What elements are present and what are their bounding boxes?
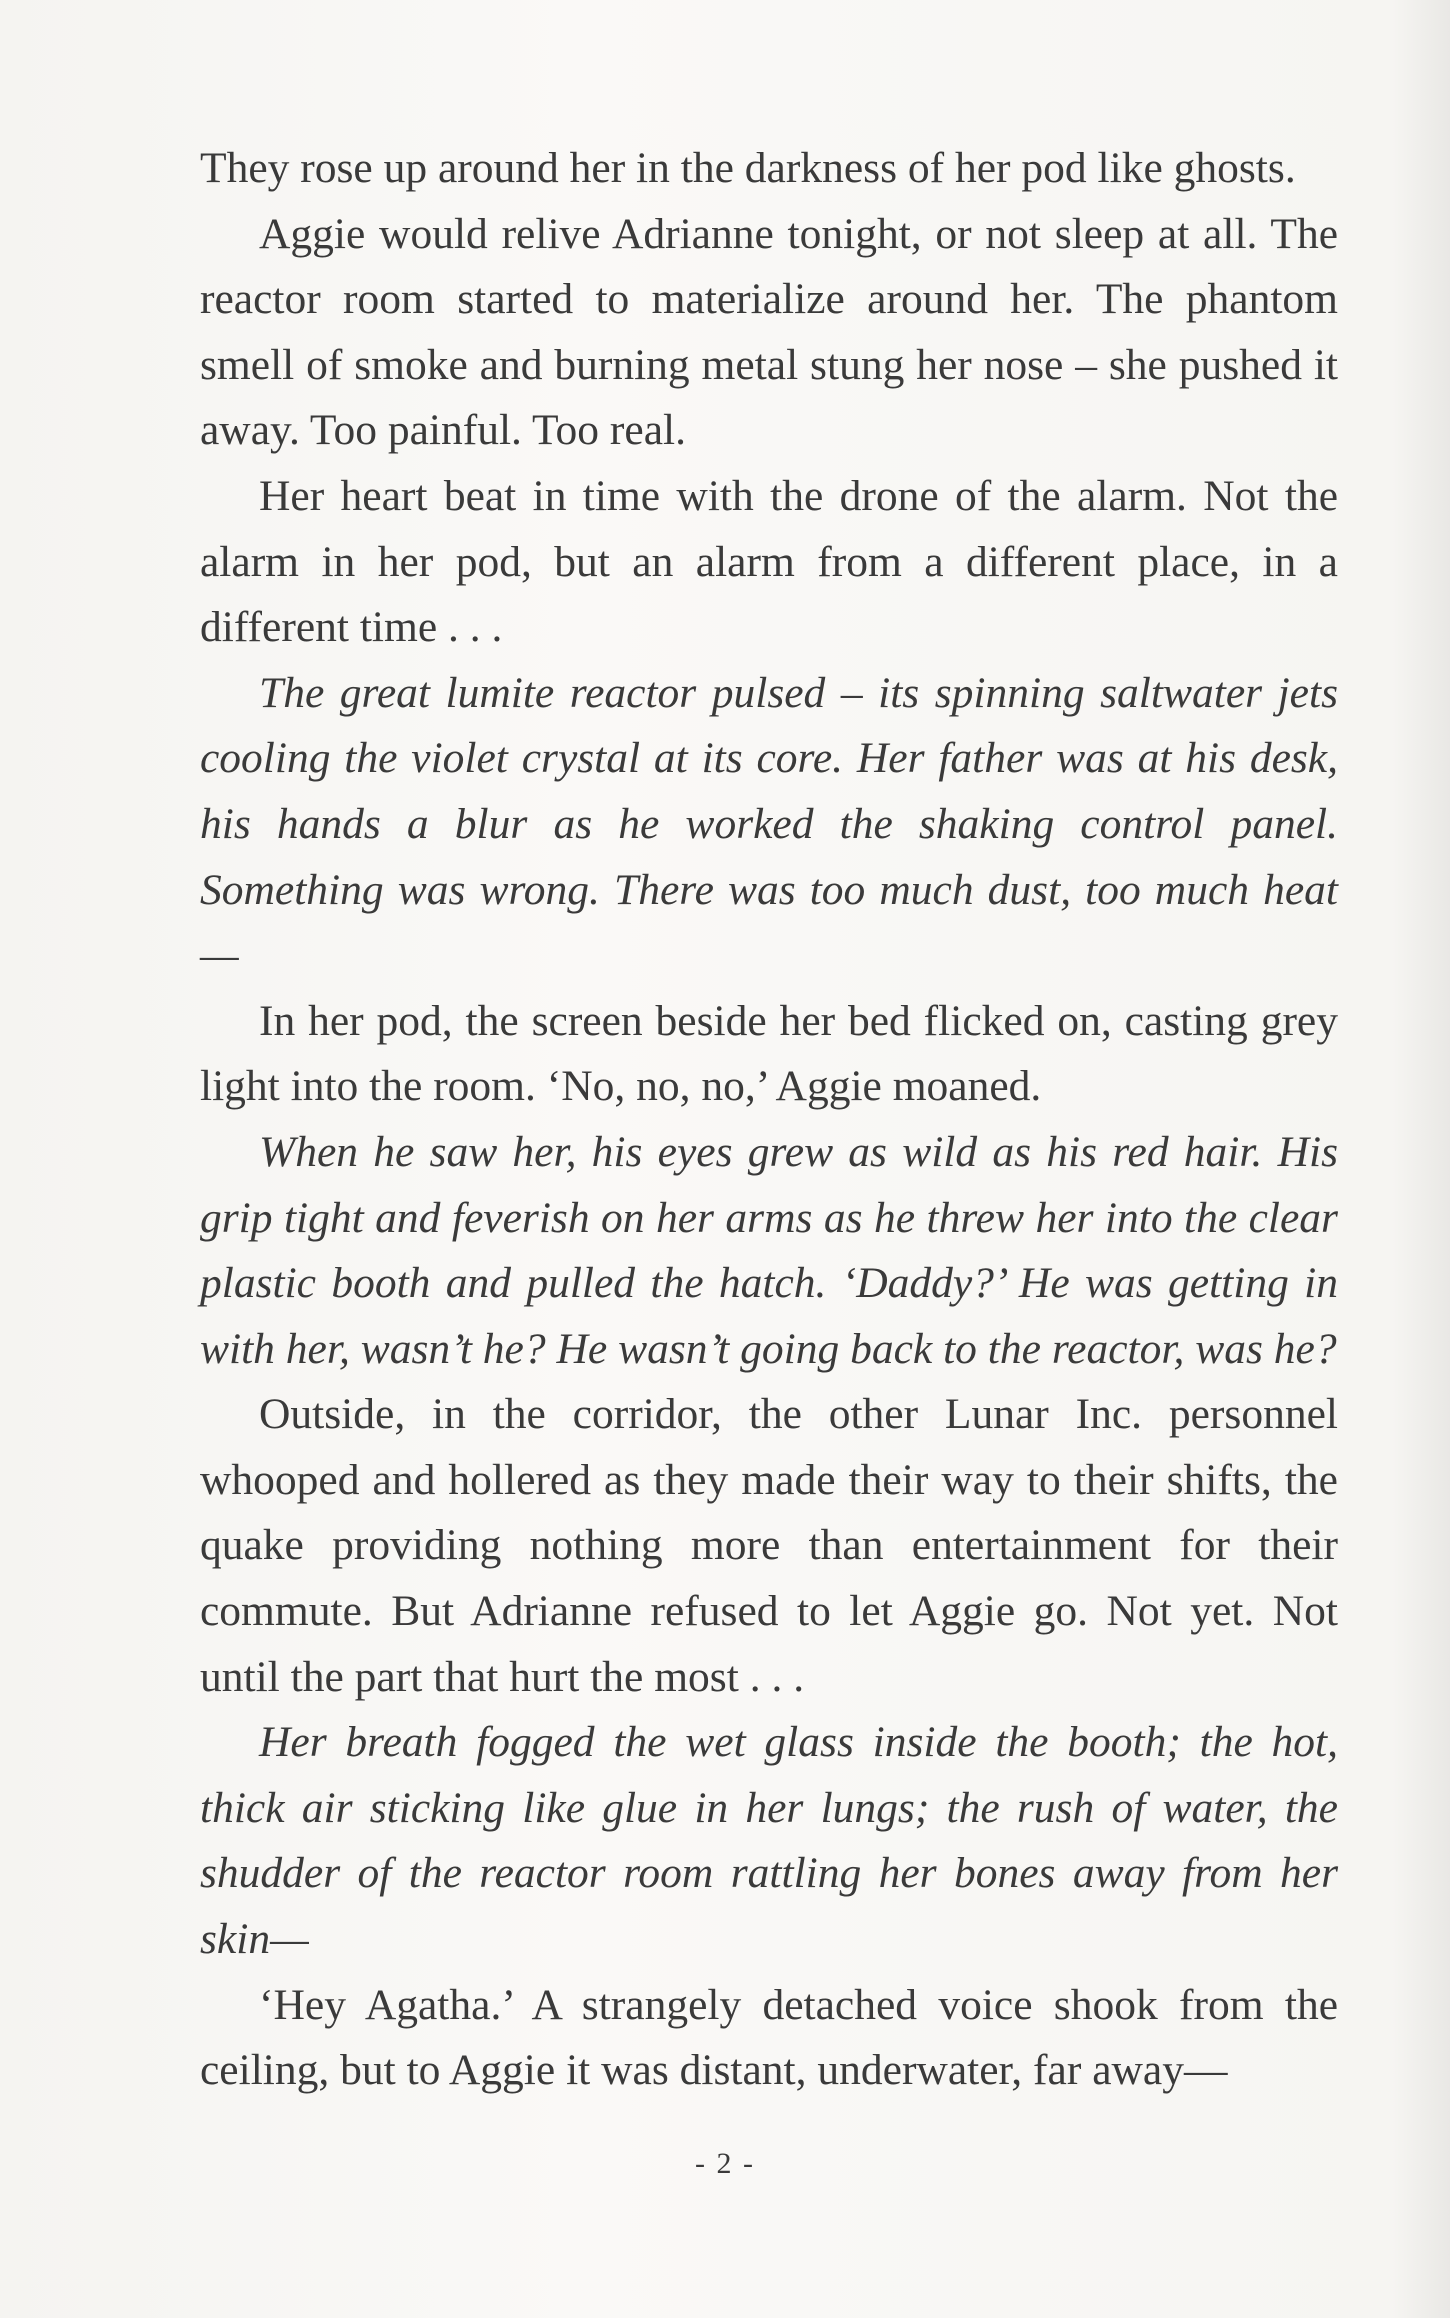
paragraph-5: In her pod, the screen beside her bed flicked on, casting grey light into the room. ‘No, no, no,’ Aggie moaned.	[200, 996, 1338, 1111]
paragraph-2: Aggie would relive Adrianne tonight, or not sleep at all. The reactor room started to materialize around her. The phantom smell of smoke and burning metal stung her nose – she pushed it away. Too painful. Too real.	[200, 209, 1338, 455]
body-text	[200, 136, 1338, 2104]
paragraph-9: ‘Hey Agatha.’ A strangely detached voice shook from the ceiling, but to Aggie it was distant, underwater, far away—	[200, 1980, 1338, 2095]
paragraph-3: Her heart beat in time with the drone of the alarm. Not the alarm in her pod, but an alarm from a different place, in a different time . . .	[200, 471, 1338, 652]
paragraph-7: Outside, in the corridor, the other Lunar Inc. personnel whooped and hollered as they made their way to their shifts, the quake providing nothing more than entertainment for their commute. But Adrianne refused to let Aggie go. Not yet. Not until the part that hurt the most . . .	[200, 1390, 1338, 1701]
paragraph-8-italic: Her breath fogged the wet glass inside the booth; the hot, thick air sticking like glue in her lungs; the rush of water, the shudder of the reactor room rattling her bones away from her skin—	[200, 1718, 1338, 1964]
paragraph-4-italic: The great lumite reactor pulsed – its spinning saltwater jets cooling the violet crystal at its core. Her father was at his desk, his hands a blur as he worked the shaking control panel. Something was wrong. There was too much dust, too much heat—	[200, 668, 1338, 980]
paragraph-1: They rose up around her in the darkness of her pod like ghosts.	[200, 144, 1296, 192]
page-number: - 2 -	[695, 2147, 755, 2180]
paragraph-6-italic: When he saw her, his eyes grew as wild as his red hair. His grip tight and feverish on her arms as he threw her into the clear plastic booth and pulled the hatch. ‘Daddy?’ He was getting in with her, wasn’t he? He wasn’t going back to the reactor, was he?	[200, 1127, 1338, 1373]
